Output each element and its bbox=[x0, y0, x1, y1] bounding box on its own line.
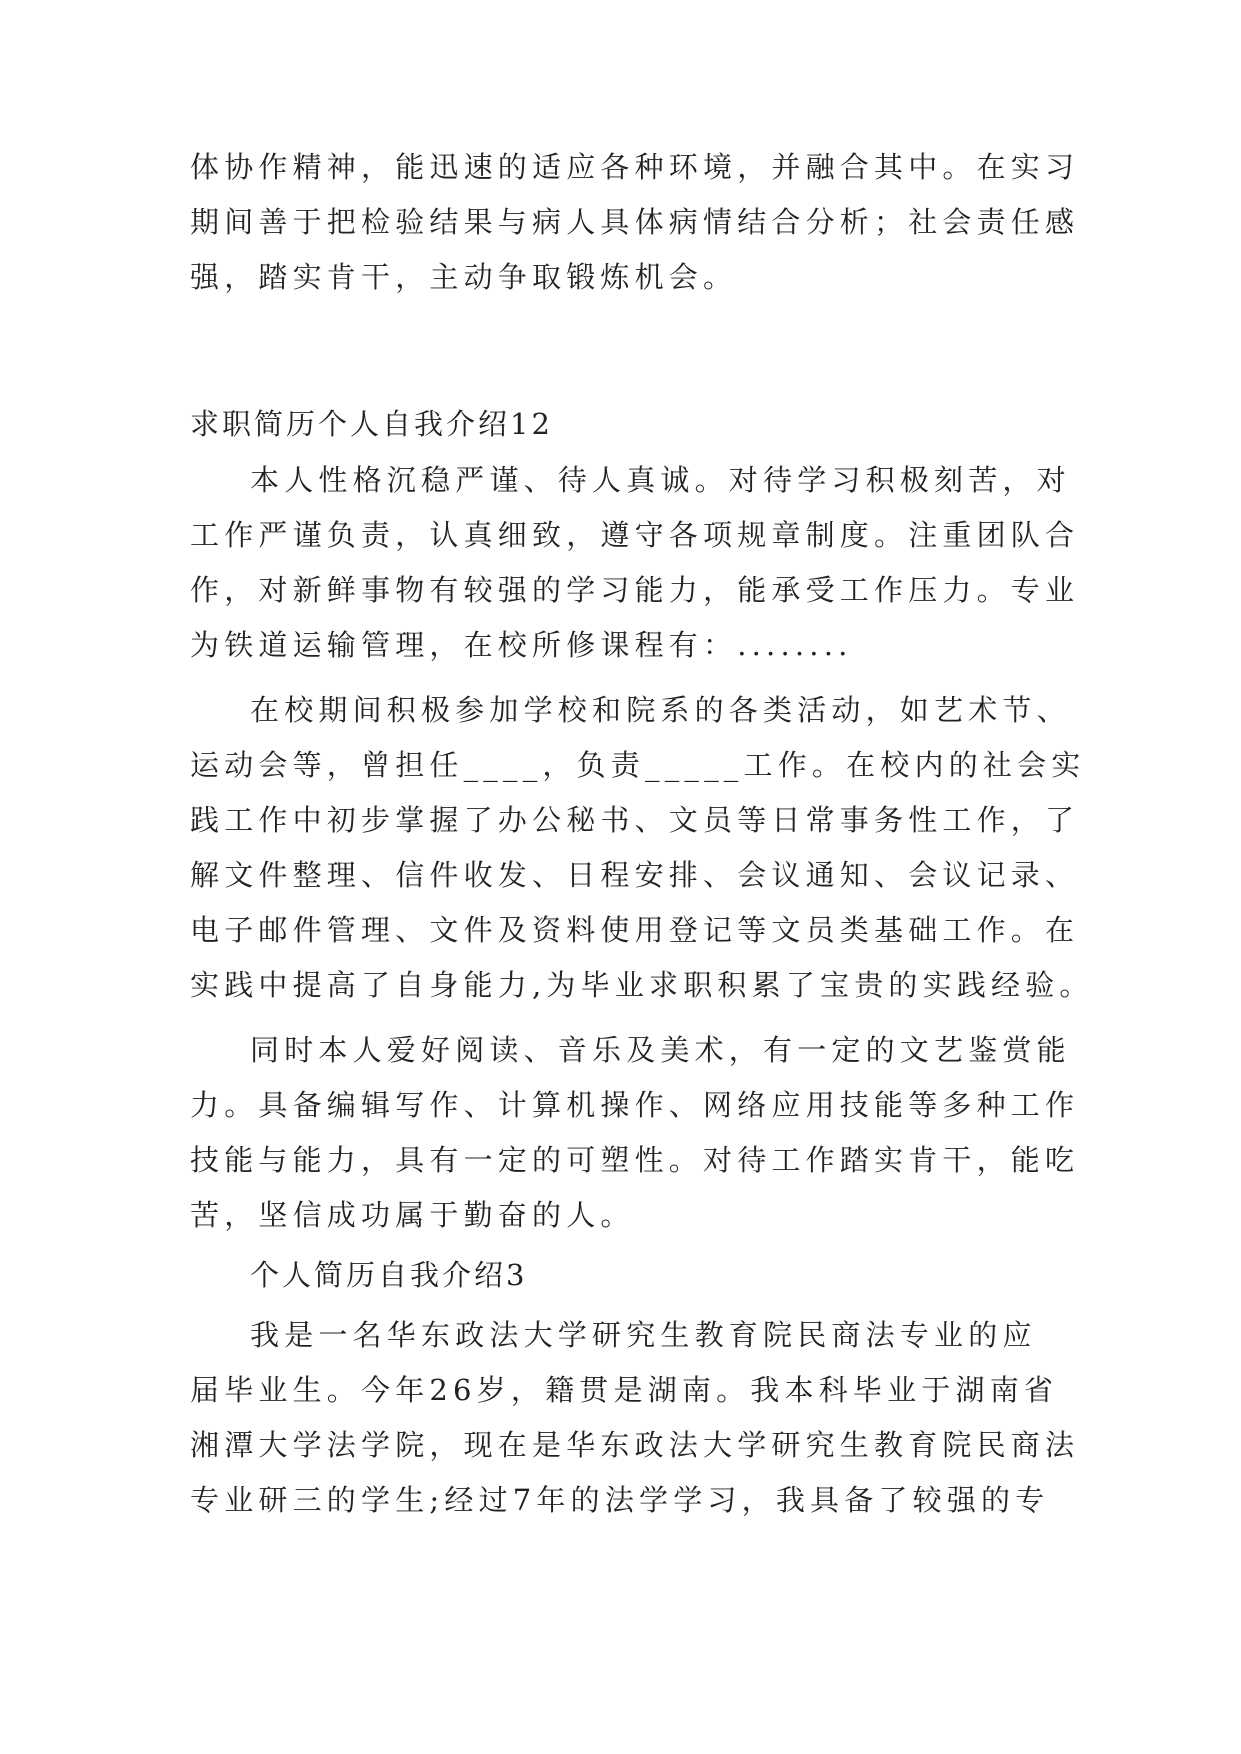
body-text-line: 力。具备编辑写作、计算机操作、网络应用技能等多种工作 bbox=[190, 1088, 1080, 1122]
body-text-line: 为铁道运输管理，在校所修课程有：........ bbox=[190, 628, 853, 662]
body-text-line: 在校期间积极参加学校和院系的各类活动，如艺术节、 bbox=[250, 693, 1071, 727]
body-text-line: 同时本人爱好阅读、音乐及美术，有一定的文艺鉴赏能 bbox=[250, 1033, 1071, 1067]
body-text-line: 湘潭大学法学院，现在是华东政法大学研究生教育院民商法 bbox=[190, 1428, 1080, 1462]
body-text-line: 运动会等，曾担任____，负责_____工作。在校内的社会实 bbox=[190, 748, 1086, 782]
body-text-line: 电子邮件管理、文件及资料使用登记等文员类基础工作。在 bbox=[190, 913, 1080, 947]
body-text-line: 作，对新鲜事物有较强的学习能力，能承受工作压力。专业 bbox=[190, 573, 1080, 607]
body-text-line: 强，踏实肯干，主动争取锻炼机会。 bbox=[190, 260, 738, 294]
section-heading: 求职简历个人自我介绍12 bbox=[190, 407, 553, 441]
body-text-line: 届毕业生。今年26岁，籍贯是湖南。我本科毕业于湖南省 bbox=[190, 1373, 1059, 1407]
body-text-line: 苦，坚信成功属于勤奋的人。 bbox=[190, 1198, 635, 1232]
body-text-line: 技能与能力，具有一定的可塑性。对待工作踏实肯干，能吃 bbox=[190, 1143, 1080, 1177]
body-text-line: 解文件整理、信件收发、日程安排、会议通知、会议记录、 bbox=[190, 858, 1080, 892]
body-text-line: 期间善于把检验结果与病人具体病情结合分析；社会责任感 bbox=[190, 205, 1080, 239]
body-text-line: 本人性格沉稳严谨、待人真诚。对待学习积极刻苦，对 bbox=[250, 463, 1071, 497]
body-text-line: 工作严谨负责，认真细致，遵守各项规章制度。注重团队合 bbox=[190, 518, 1080, 552]
body-text-line: 体协作精神，能迅速的适应各种环境，并融合其中。在实习 bbox=[190, 150, 1080, 184]
body-text-line: 实践中提高了自身能力,为毕业求职积累了宝贵的实践经验。 bbox=[190, 968, 1094, 1002]
body-text-line: 践工作中初步掌握了办公秘书、文员等日常事务性工作，了 bbox=[190, 803, 1080, 837]
body-text-line: 我是一名华东政法大学研究生教育院民商法专业的应 bbox=[250, 1318, 1037, 1352]
body-text-line: 专业研三的学生;经过7年的法学学习，我具备了较强的专 bbox=[190, 1483, 1050, 1517]
section-heading: 个人简历自我介绍3 bbox=[250, 1258, 528, 1292]
